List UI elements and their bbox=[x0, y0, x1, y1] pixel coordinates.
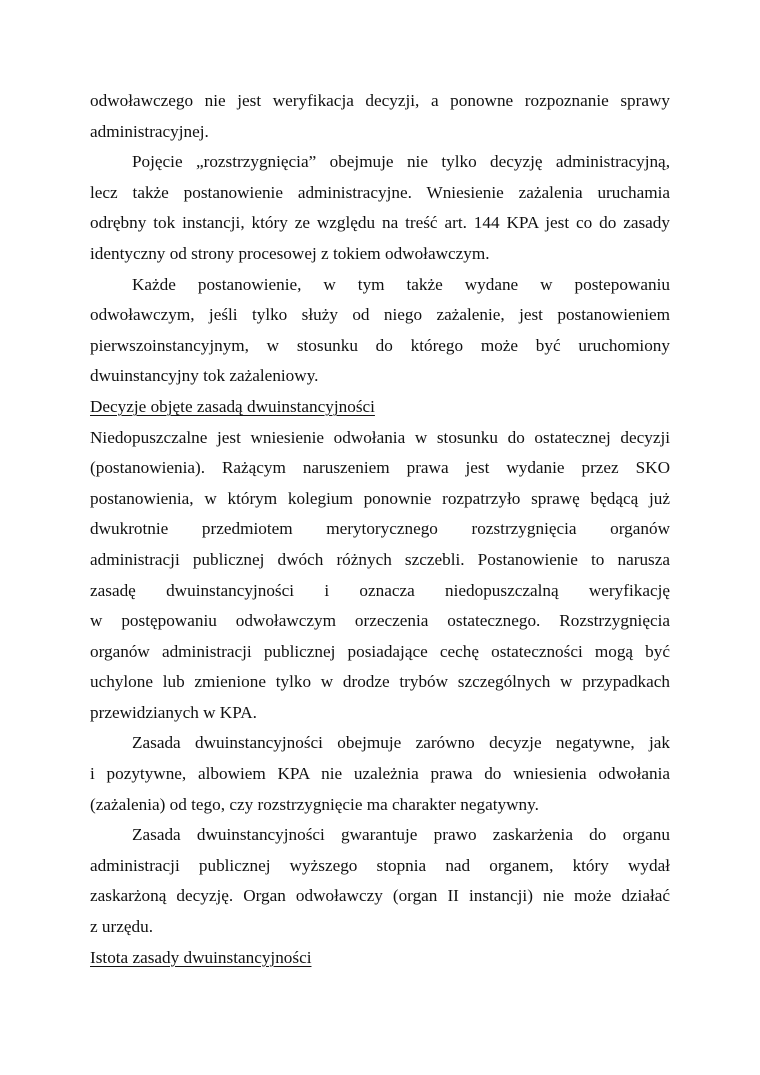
text-line: administracyjnej. bbox=[90, 121, 209, 141]
text-line: Pojęcie „rozstrzygnięcia” obejmuje nie tylko decyzję administracyjną, bbox=[132, 152, 670, 172]
text-line: uchylone lub zmienione tylko w drodze trybów szczególnych w przypadkach bbox=[90, 672, 670, 692]
text-line: postanowienia, w którym kolegium ponownie rozpatrzyło sprawę będącą już bbox=[90, 488, 670, 508]
text-line: identyczny od strony procesowej z tokiem odwoławczym. bbox=[90, 243, 490, 263]
paragraph-negative-positive bbox=[90, 728, 670, 820]
text-line: administracji publicznej dwóch różnych szczebli. Postanowienie to narusza bbox=[90, 549, 670, 569]
text-line: lecz także postanowienie administracyjne. Wniesienie zażalenia uruchamia bbox=[90, 182, 670, 202]
paragraph-right-to-appeal bbox=[90, 820, 670, 942]
section-heading: Istota zasady dwuinstancyjności bbox=[90, 947, 312, 967]
text-line: w postępowaniu odwoławczym orzeczenia ostatecznego. Rozstrzygnięcia bbox=[90, 611, 670, 631]
paragraph-inadmissible-appeal bbox=[90, 423, 670, 729]
paragraph-resolution-concept bbox=[90, 147, 670, 269]
heading-essence-of-principle bbox=[90, 943, 670, 974]
text-line: odwoławczego nie jest weryfikacja decyzji, a ponowne rozpoznanie sprawy bbox=[90, 91, 670, 110]
text-line: administracji publicznej wyższego stopnia nad organem, który wydał bbox=[90, 855, 670, 875]
text-line: Zasada dwuinstancyjności obejmuje zarówno decyzje negatywne, jak bbox=[132, 733, 670, 753]
text-line: odwoławczym, jeśli tylko służy od niego zażalenie, jest postanowieniem bbox=[90, 305, 670, 325]
paragraph-appeal-purpose bbox=[90, 86, 670, 147]
text-line: Niedopuszczalne jest wniesienie odwołania w stosunku do ostatecznej decyzji bbox=[90, 427, 670, 447]
text-line: zaskarżoną decyzję. Organ odwoławczy (organ II instancji) nie może działać bbox=[90, 886, 670, 906]
text-line: (postanowienia). Rażącym naruszeniem prawa jest wydanie przez SKO bbox=[90, 458, 670, 478]
text-line: pierwszoinstancyjnym, w stosunku do którego może być uruchomiony bbox=[90, 335, 670, 355]
text-line: dwukrotnie przedmiotem merytorycznego rozstrzygnięcia organów bbox=[90, 519, 670, 539]
text-line: organów administracji publicznej posiadające cechę ostateczności mogą być bbox=[90, 641, 670, 661]
text-line: i pozytywne, albowiem KPA nie uzależnia prawa do wniesienia odwołania bbox=[90, 764, 670, 784]
paragraph-every-decision bbox=[90, 270, 670, 392]
text-line: dwuinstancyjny tok zażaleniowy. bbox=[90, 366, 319, 386]
heading-decisions-covered bbox=[90, 392, 670, 423]
section-heading: Decyzje objęte zasadą dwuinstancyjności bbox=[90, 396, 375, 416]
text-line: odrębny tok instancji, który ze względu na treść art. 144 KPA jest co do zasady bbox=[90, 213, 670, 233]
text-line: przewidzianych w KPA. bbox=[90, 702, 257, 722]
text-line: Każde postanowienie, w tym także wydane w postepowaniu bbox=[132, 274, 670, 294]
text-line: Zasada dwuinstancyjności gwarantuje prawo zaskarżenia do organu bbox=[132, 825, 670, 845]
text-line: z urzędu. bbox=[90, 917, 153, 937]
text-line: zasadę dwuinstancyjności i oznacza niedopuszczalną weryfikację bbox=[90, 580, 670, 600]
document-page bbox=[90, 86, 670, 973]
text-line: (zażalenia) od tego, czy rozstrzygnięcie ma charakter negatywny. bbox=[90, 794, 539, 814]
